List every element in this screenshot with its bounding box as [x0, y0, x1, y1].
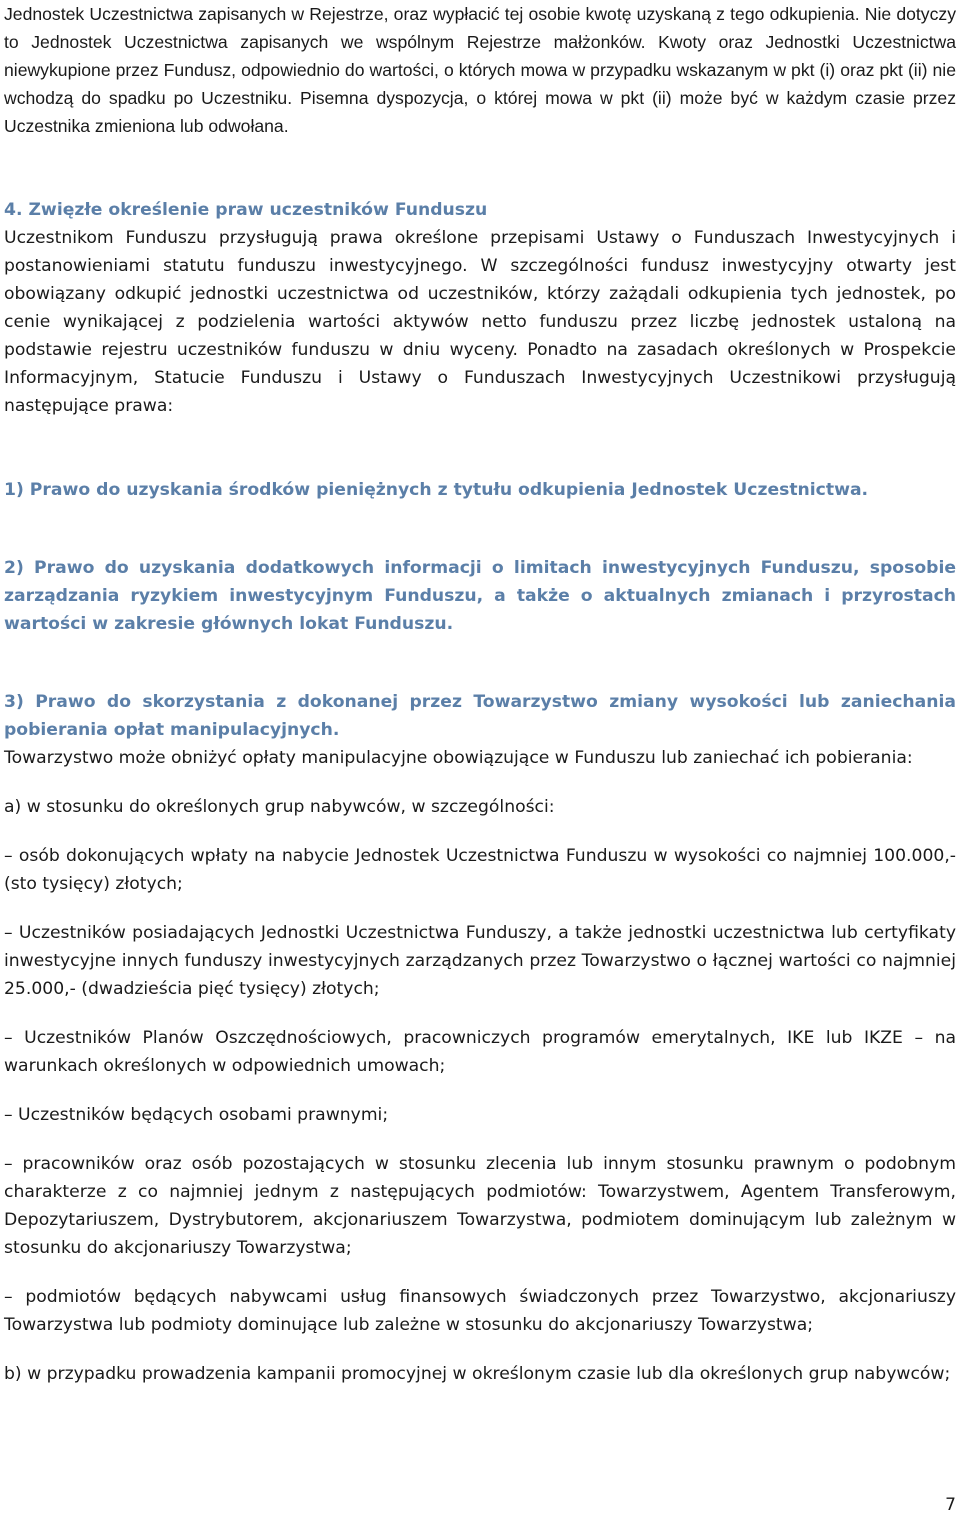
fees-item-6: – podmiotów będących nabywcami usług finansowych świadczonych przez Towarzystwo, akcjonariuszy Towarzystwa lub podmioty dominujące lub zależne w stosunku do akcjonariuszy Towarzystwa; — [4, 1287, 956, 1335]
intro-paragraph: Jednostek Uczestnictwa zapisanych w Rejestrze, oraz wypłacić tej osobie kwotę uzyskaną z tego odkupienia. Nie dotyczy to Jednostek Uczestnictwa zapisanych we wspólnym Rejestrze małżonków. Kwoty oraz Jednostki Uczestnictwa niewykupione przez Fundusz, odpowiednio do wartości, o których mowa w przypadku wskazanym w pkt (i) oraz pkt (ii) nie wchodzą do spadku po Uczestniku. Pisemna dyspozycja, o której mowa w pkt (ii) może być w każdym czasie przez Uczestnika zmieniona lub odwołana. — [4, 4, 956, 136]
fees-item-1: – osób dokonujących wpłaty na nabycie Jednostek Uczestnictwa Funduszu w wysokości co najmniej 100.000,- (sto tysięcy) złotych; — [4, 846, 956, 894]
fees-point-a: a) w stosunku do określonych grup nabywców, w szczególności: — [4, 797, 555, 817]
fees-intro: Towarzystwo może obniżyć opłaty manipulacyjne obowiązujące w Funduszu lub zaniechać ich pobierania: — [4, 748, 913, 768]
right-2-heading: 2) Prawo do uzyskania dodatkowych informacji o limitach inwestycyjnych Funduszu, sposobie zarządzania ryzykiem inwestycyjnym Funduszu, a także o aktualnych zmianach i przyrostach wartości w zakresie głównych lokat Funduszu. — [4, 558, 956, 634]
section-4-heading: 4. Zwięzłe określenie praw uczestników Funduszu — [4, 200, 488, 220]
section-4-body: Uczestnikom Funduszu przysługują prawa określone przepisami Ustawy o Funduszach Inwestycyjnych i postanowieniami statutu funduszu inwestycyjnego. W szczególności fundusz inwestycyjny otwarty jest obowiązany odkupić jednostki uczestnictwa od uczestników, którzy zażądali odkupienia tych jednostek, po cenie wynikającej z podzielenia wartości aktywów netto funduszu przez liczbę jednostek ustaloną na podstawie rejestru uczestników funduszu w dniu wyceny. Ponadto na zasadach określonych w Prospekcie Informacyjnym, Statucie Funduszu i Ustawy o Funduszach Inwestycyjnych Uczestnikowi przysługują następujące prawa: — [4, 228, 956, 416]
fees-item-3: – Uczestników Planów Oszczędnościowych, pracowniczych programów emerytalnych, IKE lub IKZE – na warunkach określonych w odpowiednich umowach; — [4, 1028, 956, 1076]
right-1-heading: 1) Prawo do uzyskania środków pieniężnych z tytułu odkupienia Jednostek Uczestnictwa. — [4, 480, 869, 500]
fees-item-2: – Uczestników posiadających Jednostki Uczestnictwa Funduszy, a także jednostki uczestnictwa lub certyfikaty inwestycyjne innych funduszy inwestycyjnych zarządzanych przez Towarzystwo o łącznej wartości co najmniej 25.000,- (dwadzieścia pięć tysięcy) złotych; — [4, 923, 956, 999]
fees-item-4: – Uczestników będących osobami prawnymi; — [4, 1105, 389, 1125]
page-number: 7 — [945, 1495, 956, 1515]
right-3-heading: 3) Prawo do skorzystania z dokonanej przez Towarzystwo zmiany wysokości lub zaniechania pobierania opłat manipulacyjnych. — [4, 692, 956, 740]
fees-item-5: – pracowników oraz osób pozostających w stosunku zlecenia lub innym stosunku prawnym o podobnym charakterze z co najmniej jednym z następujących podmiotów: Towarzystwem, Agentem Transferowym, Depozytariuszem, Dystrybutorem, akcjonariuszem Towarzystwa, podmiotem dominującym lub zależnym w stosunku do akcjonariuszy Towarzystwa; — [4, 1154, 956, 1258]
fees-point-b: b) w przypadku prowadzenia kampanii promocyjnej w określonym czasie lub dla określonych grup nabywców; — [4, 1364, 951, 1384]
document-page — [4, 0, 956, 1388]
